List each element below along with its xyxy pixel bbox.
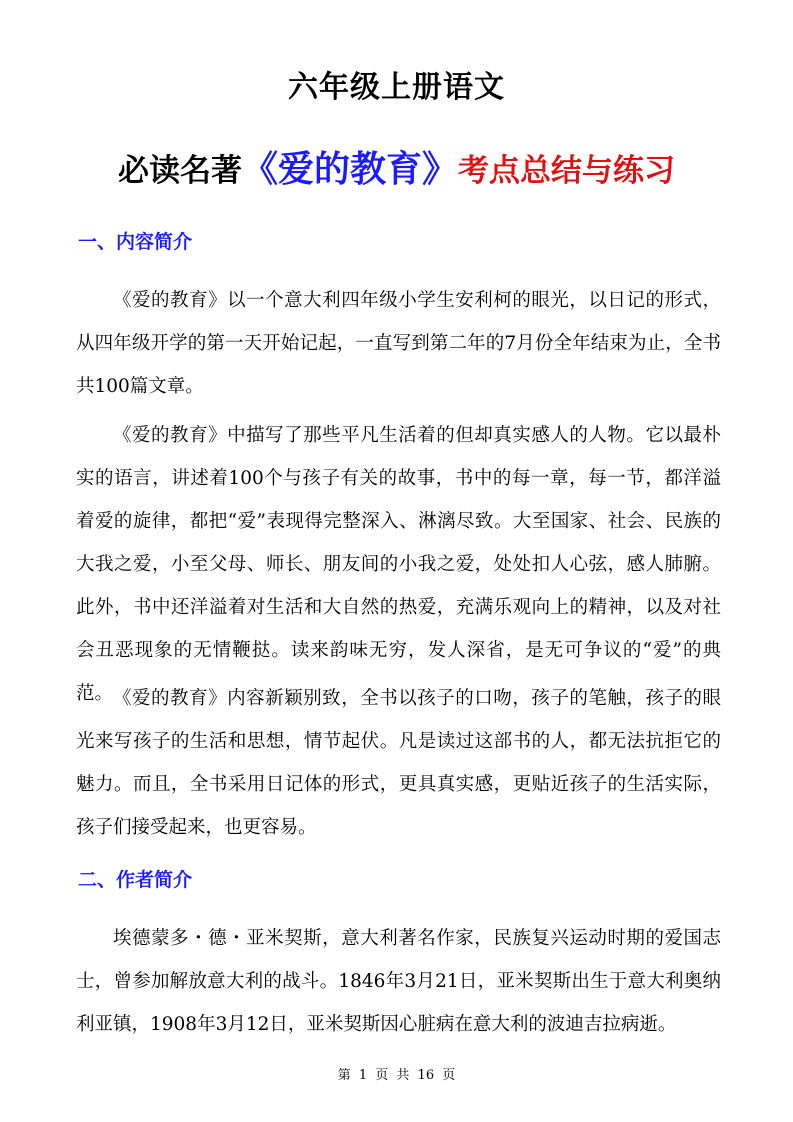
paragraph: 《爱的教育》内容新颖别致，全书以孩子的口吻，孩子的笔触，孩子的眼光来写孩子的生活和思想，情节起伏。凡是读过这部书的人，都无法抗拒它的魅力。而且，全书采用日记体的形式，更具真实感，更贴近孩子的生活实际，孩子们接受起来，也更容易。 — [76, 688, 721, 838]
section-heading-intro: 一、内容简介 — [78, 231, 193, 253]
paragraph: 《爱的教育》以一个意大利四年级小学生安利柯的眼光，以日记的形式，从四年级开学的第一天开始记起，一直写到第二年的7月份全年结束为止，全书共100篇文章。 — [76, 290, 721, 397]
document-subtitle — [0, 142, 793, 204]
paragraph: 《爱的教育》中描写了那些平凡生活着的但却真实感人的人物。它以最朴实的语言，讲述着100个与孩子有关的故事，书中的每一章，每一节，都洋溢着爱的旋律，都把“爱”表现得完整深入、淋漓尽致。大至国家、社会、民族的大我之爱，小至父母、师长、朋友间的小我之爱，处处扣人心弦，感人肺腑。此外，书中还洋溢着对生活和大自然的热爱，充满乐观向上的精神，以及对社会丑恶现象的无情鞭挞。读来韵味无穷，发人深省，是无可争议的“爱”的典范。 — [76, 425, 721, 704]
subtitle-suffix: 考点总结与练习 — [458, 153, 675, 189]
page-footer: 第 1 页 共 16 页 — [337, 1068, 456, 1083]
subtitle-book-title: 《爱的教育》 — [241, 149, 458, 190]
paragraph: 埃德蒙多・德・亚米契斯，意大利著名作家，民族复兴运动时期的爱国志士，曾参加解放意大利的战斗。1846年3月21日，亚米契斯出生于意大利奥纳利亚镇，1908年3月12日，亚米契斯因心脏病在意大利的波迪吉拉病逝。 — [76, 928, 721, 1035]
subtitle-prefix: 必读名著 — [117, 153, 242, 189]
document-title: 六年级上册语文 — [288, 70, 505, 105]
section-heading-author: 二、作者简介 — [78, 869, 193, 891]
